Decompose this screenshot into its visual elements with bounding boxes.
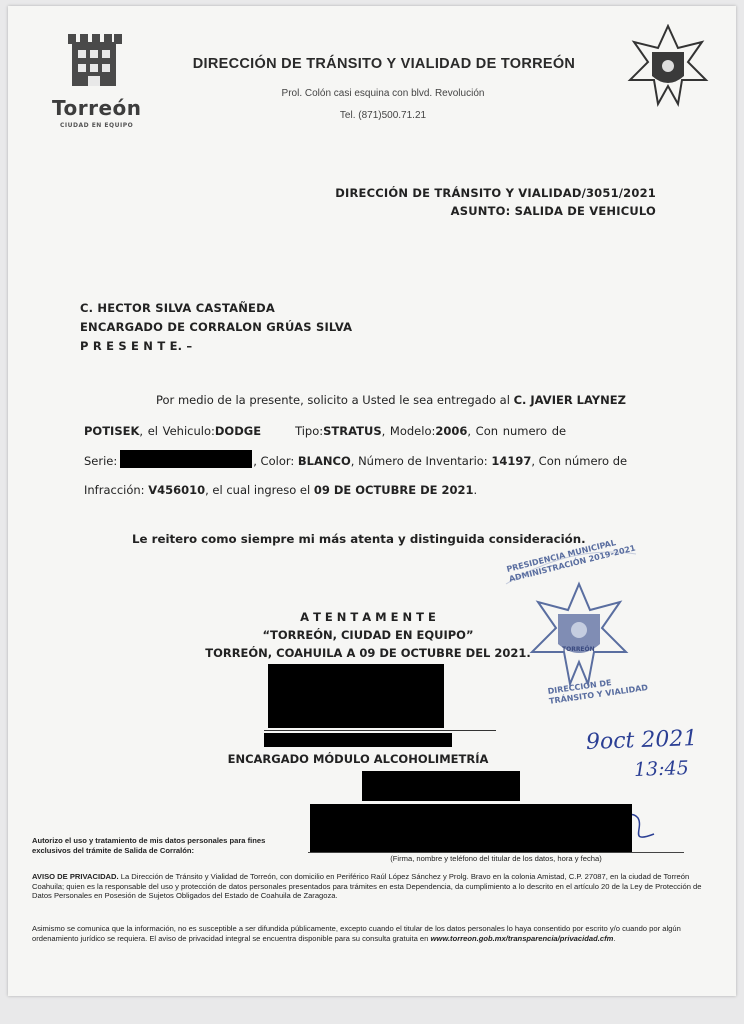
castle-icon (64, 28, 124, 92)
addressee-name: C. HECTOR SILVA CASTAÑEDA (80, 301, 275, 315)
handwritten-date: 9oct 2021 (585, 726, 698, 755)
addressee-role: ENCARGADO DE CORRALON GRÚAS SILVA (80, 320, 353, 334)
place-date: TORREÓN, COAHUILA A 09 DE OCTUBRE DEL 2021. (205, 646, 531, 660)
header-address: Prol. Colón casi esquina con blvd. Revolución (281, 88, 485, 99)
infraction-intro: , Con número de (531, 454, 628, 468)
type-label: Tipo: (295, 424, 324, 438)
closing-line: Le reitero como siempre mi más atenta y distinguida consideración. (132, 532, 586, 546)
privacy-url[interactable]: www.torreon.gob.mx/transparencia/privacidad.cfm (430, 933, 614, 943)
vehicle-label: , el Vehiculo: (139, 424, 215, 438)
serial-intro: , Con numero de (467, 424, 567, 438)
vehicle-type: STRATUS (323, 424, 382, 438)
body-line-4 (84, 483, 477, 497)
color-label: , Color: (253, 454, 298, 468)
stamp-bottom-text: DIRECCIÓN DE TRÁNSITO Y VIALIDAD (547, 678, 649, 706)
redacted-field-2 (310, 804, 632, 852)
vehicle-model: 2006 (435, 424, 468, 438)
body-intro: Por medio de la presente, solicito a Usted le sea entregado al (156, 393, 514, 407)
stamp-arc-text: PRESIDENCIA MUNICIPAL ADMINISTRACIÓN 2019-2021 (505, 538, 637, 584)
official-stamp (496, 534, 649, 724)
vehicle-color: BLANCO (297, 454, 351, 468)
body-end: . (473, 483, 478, 497)
body-line-2 (84, 424, 566, 438)
consent-caption: (Firma, nombre y teléfono del titular de los datos, hora y fecha) (390, 854, 602, 863)
header-title: DIRECCIÓN DE TRÁNSITO Y VIALIDAD DE TORREÓN (192, 56, 576, 72)
privacy-notice-1 (32, 872, 708, 901)
person-name-part1: C. JAVIER LAYNEZ (513, 393, 626, 407)
infraction-label: Infracción: (84, 483, 149, 497)
addressee-greeting: P R E S E N T E. – (80, 339, 193, 353)
entered-date: 09 DE OCTUBRE DE 2021 (313, 483, 474, 497)
model-label: , Modelo: (381, 424, 436, 438)
infraction-number: V456010 (148, 483, 206, 497)
consent-signature-line (308, 852, 684, 853)
handwritten-time: 13:45 (633, 757, 690, 781)
transit-badge-star-icon (626, 24, 710, 108)
stamp-star-badge-icon (524, 580, 634, 690)
salutation: A T E N T A M E N T E (300, 610, 436, 624)
inventory-number: 14197 (491, 454, 532, 468)
redacted-name (264, 733, 452, 747)
privacy-text-2: Asimismo se comunica que la información, no es susceptible a ser difundida públicamente, excepto cuando el titular de los datos personales lo haya consentido por escrito y/o cuando por algún ordenamiento jurídico se requiera. El aviso de privacidad integral se encuentra disponible para su consulta gratuita en (32, 924, 681, 943)
consent-authorization: Autorizo el uso y tratamiento de mis datos personales para fines exclusivos del trámite de Salida de Corralón: (32, 836, 266, 855)
vehicle-make: DODGE (214, 424, 262, 438)
header-phone: Tel. (871)500.71.21 (339, 110, 427, 121)
reference-number: DIRECCIÓN DE TRÁNSITO Y VIALIDAD/3051/2021 (335, 186, 656, 200)
body-line-1 (156, 393, 626, 407)
person-name-part2: POTISEK (84, 424, 140, 438)
privacy-end: . (613, 933, 616, 943)
signature-line (264, 730, 496, 731)
stamp-badge-text: TORREÓN (562, 646, 595, 653)
document-page (8, 6, 736, 996)
redacted-signature (268, 664, 444, 728)
privacy-notice-2 (32, 924, 708, 943)
position-title: ENCARGADO MÓDULO ALCOHOLIMETRÍA (227, 752, 489, 766)
privacy-title: AVISO DE PRIVACIDAD. (32, 872, 119, 881)
serial-label: Serie: (84, 454, 118, 468)
torreon-logo (46, 28, 146, 138)
redacted-serial (120, 450, 252, 468)
entered-label: , el cual ingreso el (205, 483, 314, 497)
privacy-text-1: La Dirección de Tránsito y Vialidad de Torreón, con domicilio en Periférico Raúl López Sánchez y Prolg. Bravo en la colonia Amistad, C.P. 27087, en la ciudad de Torreón Coahuila; quien es la responsable del uso y protección de datos personales presentados para trámites en esta Dependencia, da cumplimiento a lo descrito en el artículo 20 de la Ley de Protección de Datos Personales en Posesión de Sujetos Obligados del Estado de Coahuila de Zaragoza. (32, 872, 702, 901)
inventory-label: , Número de Inventario: (350, 454, 492, 468)
redacted-field-1 (362, 771, 520, 801)
logo-tagline: CIUDAD EN EQUIPO (60, 122, 134, 129)
logo-name: Torreón (52, 96, 142, 120)
motto: “TORREÓN, CIUDAD EN EQUIPO” (262, 628, 474, 642)
reference-subject: ASUNTO: SALIDA DE VEHICULO (450, 204, 656, 218)
